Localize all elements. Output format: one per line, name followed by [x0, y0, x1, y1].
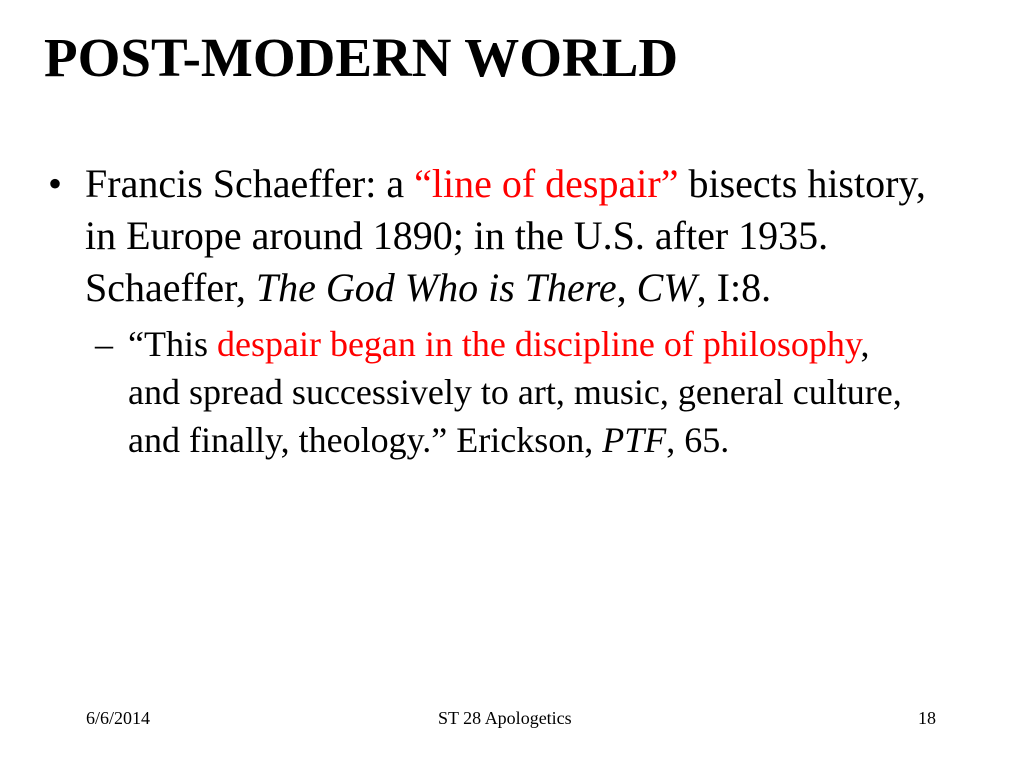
footer-title: ST 28 Apologetics	[438, 708, 572, 728]
bullet2-text-2: , and spread successively to art, music, general culture, and finally, theology.” Erickson,	[128, 324, 902, 460]
bullet1-text-3: ,	[616, 265, 637, 310]
bullet1-abbrev: CW	[636, 265, 697, 310]
bullet1-text-2: bisects history, in Europe around 1890; in the U.S. after 1935. Schaeffer,	[85, 161, 926, 310]
slide-title: POST-MODERN WORLD	[44, 27, 679, 88]
footer-page-number: 18	[918, 708, 936, 728]
bullet-level1	[48, 158, 948, 314]
bullet2-text-1: “This	[128, 324, 217, 364]
slide-body	[48, 158, 948, 464]
bullet-level2	[95, 320, 928, 464]
bullet-marker: •	[48, 161, 63, 206]
bullet1-text-4: , I:8.	[696, 265, 772, 310]
bullet2-abbrev: PTF	[602, 420, 667, 460]
sub-bullet-marker: –	[95, 324, 113, 364]
bullet2-highlight: despair began in the discipline of philosophy	[216, 324, 861, 364]
bullet1-highlight: “line of despair”	[414, 161, 679, 206]
bullet1-text-1: Francis Schaeffer: a	[85, 161, 415, 206]
bullet2-text-3: , 65.	[666, 420, 730, 460]
bullet1-book-title: The God Who is There	[255, 265, 617, 310]
footer-date: 6/6/2014	[86, 708, 151, 728]
